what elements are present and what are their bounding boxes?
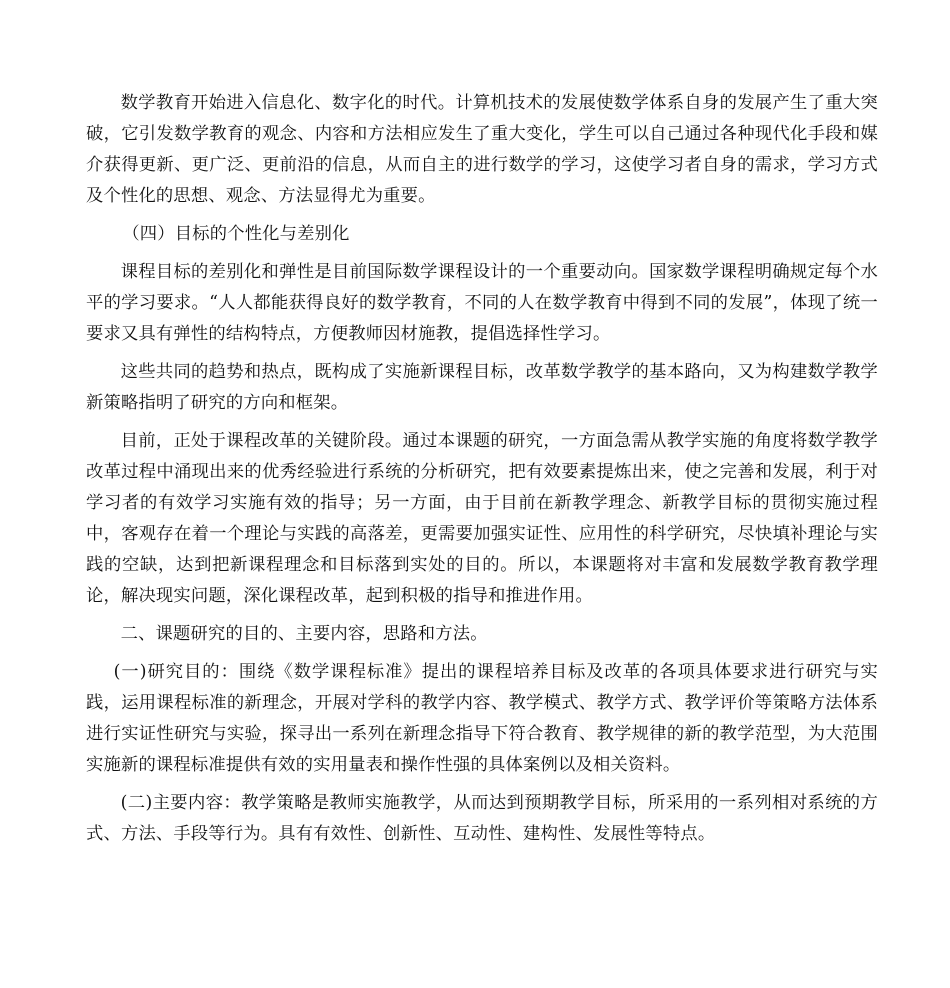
section-heading-research-purpose: 二、课题研究的目的、主要内容，思路和方法。 — [120, 624, 488, 644]
paragraph-main-content: (二)主要内容：教学策略是教师实施教学，从而达到预期教学目标，所采用的一系列相对系统的方式、方法、手段等行为。具有有效性、创新性、互动性、建构性、发展性等特点。 — [86, 793, 878, 844]
paragraph-information-era: 数学教育开始进入信息化、数字化的时代。计算机技术的发展使数学体系自身的发展产生了重大突破，它引发数学教育的观念、内容和方法相应发生了重大变化，学生可以自己通过各种现代化手段和媒介获得更新、更广泛、更前沿的信息，从而自主的进行数学的学习，这使学习者自身的需求，学习方式及个性化的思想、观念、方法显得尤为重要。 — [86, 93, 878, 206]
paragraph-goal-differentiation: 课程目标的差别化和弹性是目前国际数学课程设计的一个重要动向。国家数学课程明确规定每个水平的学习要求。“人人都能获得良好的数学教育，不同的人在数学教育中得到不同的发展”，体现了统一要求又具有弹性的结构特点，方便教师因材施教，提倡选择性学习。 — [86, 262, 878, 344]
section-heading-individualization: （四）目标的个性化与差别化 — [122, 224, 350, 244]
paragraph-research-purpose: (一)研究目的：围绕《数学课程标准》提出的课程培养目标及改革的各项具体要求进行研究与实践，运用课程标准的新理念，开展对学科的教学内容、教学模式、教学方式、教学评价等策略方法体系进行实证性研究与实验，探寻出一系列在新理念指导下符合教育、教学规律的新的教学范型，为大范围实施新的课程标准提供有效的实用量表和操作性强的具体案例以及相关资料。 — [86, 662, 878, 775]
paragraph-common-trends: 这些共同的趋势和热点，既构成了实施新课程目标，改革数学教学的基本路向，又为构建数学教学新策略指明了研究的方向和框架。 — [86, 362, 878, 413]
document-body — [86, 88, 878, 857]
paragraph-current-stage: 目前，正处于课程改革的关键阶段。通过本课题的研究，一方面急需从教学实施的角度将数学教学改革过程中涌现出来的优秀经验进行系统的分析研究，把有效要素提炼出来，使之完善和发展，利于对学习者的有效学习实施有效的指导；另一方面，由于目前在新教学理念、新教学目标的贯彻实施过程中，客观存在着一个理论与实践的高落差，更需要加强实证性、应用性的科学研究，尽快填补理论与实践的空缺，达到把新课程理念和目标落到实处的目的。所以，本课题将对丰富和发展数学教育教学理论，解决现实问题，深化课程改革，起到积极的指导和推进作用。 — [86, 431, 878, 606]
